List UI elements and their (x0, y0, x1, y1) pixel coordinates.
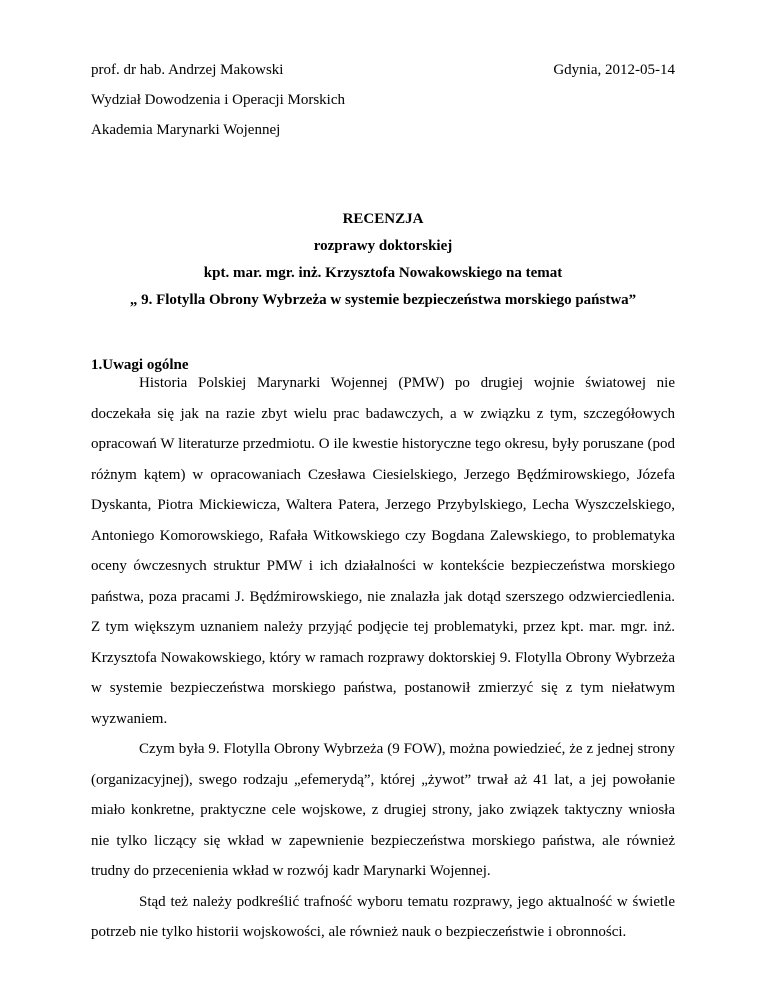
review-title-block (91, 206, 675, 314)
author-name: prof. dr hab. Andrzej Makowski (91, 62, 284, 78)
candidate-line: kpt. mar. mgr. inż. Krzysztofa Nowakowskiego na temat (203, 265, 563, 281)
paragraph-3: Stąd też należy podkreślić trafność wyboru tematu rozprawy, jego aktualność w świetle potrzeb nie tylko historii wojskowości, ale również nauk o bezpieczeństwie i obronności. (91, 893, 675, 940)
institution-name: Akademia Marynarki Wojennej (91, 122, 281, 138)
section-body (91, 368, 675, 948)
paragraph-2: Czym była 9. Flotylla Obrony Wybrzeża (9 FOW), można powiedzieć, że z jednej strony (organizacyjnej), swego rodzaju „efemerydą”, której „żywot” trwał aż 41 lat, a jej powołanie miało konkretne, praktyczne cele wojskowe, z drugiej strony, jako związek taktyczny wniosła nie tylko liczący się wkład w zapewnienie bezpieczeństwa morskiego państwa, ale również trudny do przecenienia wkład w rozwój kadr Marynarki Wojennej. (91, 741, 675, 879)
section-heading: 1.Uwagi ogólne (91, 357, 189, 373)
header-author-line (91, 55, 675, 85)
review-title: RECENZJA (342, 211, 424, 227)
dissertation-topic: „ 9. Flotylla Obrony Wybrzeża w systemie bezpieczeństwa morskiego państwa” (129, 292, 637, 308)
department-name: Wydział Dowodzenia i Operacji Morskich (91, 92, 346, 108)
paragraph-1: Historia Polskiej Marynarki Wojennej (PMW) po drugiej wojnie światowej nie doczekała się jak na razie zbyt wielu prac badawczych, a w związku z tym, szczegółowych opracowań W literaturze przedmiotu. O ile kwestie historyczne tego okresu, były poruszane (pod różnym kątem) w opracowaniach Czesława Ciesielskiego, Jerzego Będźmirowskiego, Józefa Dyskanta, Piotra Mickiewicza, Waltera Patera, Jerzego Przybylskiego, Lecha Wyszczelskiego, Antoniego Komorowskiego, Rafała Witkowskiego czy Bogdana Zalewskiego, to problematyka oceny ówczesnych struktur PMW i ich działalności w kontekście bezpieczeństwa morskiego państwa, poza pracami J. Będźmirowskiego, nie znalazła jak dotąd szerszego odzwierciedlenia. Z tym większym uznaniem należy przyjąć podjęcie tej problematyki, przez kpt. mar. mgr. inż. Krzysztofa Nowakowskiego, który w ramach rozprawy doktorskiej 9. Flotylla Obrony Wybrzeża w systemie bezpieczeństwa morskiego państwa, postanowił zmierzyć się z tym niełatwym wyzwaniem. (91, 375, 675, 727)
review-subtitle: rozprawy doktorskiej (313, 238, 453, 254)
letter-header (91, 55, 675, 145)
place-date: Gdynia, 2012-05-14 (553, 62, 675, 78)
